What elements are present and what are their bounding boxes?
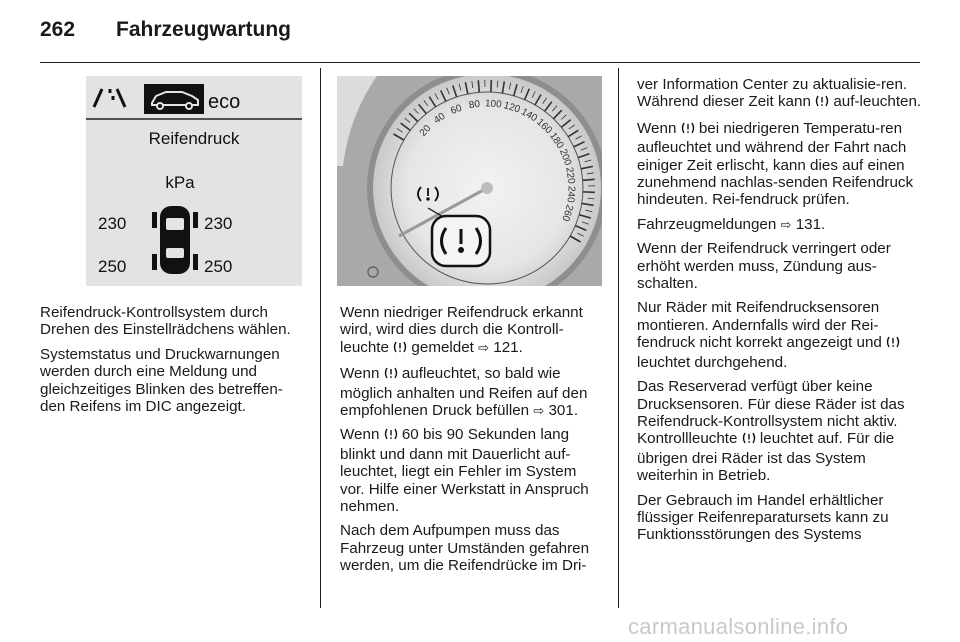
tire-pressure-warning-icon — [384, 366, 398, 384]
pressure-rear-left: 250 — [98, 257, 127, 276]
paragraph: Wenn der Reifendruck verringert oder erhöht werden muss, Zündung aus-schalten. — [637, 240, 891, 293]
tire-pressure-warning-icon — [681, 121, 695, 139]
speed-label: 240 — [564, 185, 577, 203]
speed-label: 20 — [417, 123, 434, 139]
paragraph: Wenn niedriger Reifendruck erkannt wird, wird dies durch die Kontroll-leuchte gemeldet ⇨ 121. — [340, 304, 604, 358]
dic-tire-pressure-figure — [86, 76, 302, 286]
speed-tick — [583, 179, 595, 180]
dic-title: Reifendruck — [148, 129, 240, 148]
car-top-view-icon — [152, 206, 198, 274]
paragraph: Nach dem Aufpumpen muss das Fahrzeug unter Umständen gefahren werden, um die Reifendrücke im Dri- — [340, 522, 590, 575]
tire-pressure-warning-icon — [815, 94, 829, 112]
paragraph: ver Information Center zu aktualisie-ren. Während dieser Zeit kann auf-leuchten. — [637, 76, 927, 113]
speed-label: 260 — [559, 203, 575, 223]
tire-pressure-warning-icon — [886, 335, 900, 353]
speed-label: 100 — [484, 98, 502, 111]
pressure-front-left: 230 — [98, 214, 127, 233]
speed-label: 120 — [502, 100, 522, 116]
pressure-rear-right: 250 — [204, 257, 233, 276]
speed-label: 140 — [518, 106, 539, 125]
dic-display-illustration — [86, 76, 302, 286]
speed-label: 60 — [449, 102, 464, 118]
chapter-title: Fahrzeugwartung — [116, 18, 292, 41]
paragraph: Systemstatus und Druckwarnungen werden durch eine Meldung und gleichzeitiges Blinken des betreffen-den Reifens im DIC angezeigt. — [40, 345, 283, 416]
speed-label: 160 — [534, 116, 554, 137]
tire-pressure-warning-icon — [393, 340, 407, 358]
eco-label: eco — [208, 91, 241, 113]
tire-pressure-warning-icon — [742, 431, 756, 449]
column-divider-2 — [618, 68, 619, 608]
paragraph: Fahrzeugmeldungen ⇨ 131. — [637, 215, 826, 233]
paragraph: Das Reserverad verfügt über keine Drucksensoren. Für diese Räder ist das Reifendruck-Kontrollsystem nicht aktiv. Kontrollleuchte leuchtet auf. Für die übrigen drei Räder ist das System weiterhin in Betrieb. — [637, 378, 905, 485]
speed-label: 80 — [468, 98, 481, 112]
page-reference[interactable]: 301. — [548, 402, 579, 420]
speedometer-figure — [337, 76, 602, 286]
pressure-front-right: 230 — [204, 214, 233, 233]
dic-unit: kPa — [165, 173, 195, 192]
speedometer-illustration — [337, 76, 602, 286]
page-header — [40, 18, 920, 48]
column-divider-1 — [320, 68, 321, 608]
paragraph: Wenn 60 bis 90 Sekunden lang blinkt und dann mit Dauerlicht auf-leuchtet, liegt ein Fehler im System vor. Hilfe einer Werkstatt in Anspruch nehmen. — [340, 426, 589, 516]
speed-label: 180 — [547, 130, 566, 151]
paragraph: Nur Räder mit Reifendrucksensoren montieren. Andernfalls wird der Rei-fendruck nicht korrekt angezeigt und leuchtet durchgehend. — [637, 299, 927, 371]
tire-pressure-warning-icon — [384, 427, 398, 445]
lane-assist-icon — [94, 89, 125, 107]
speed-tick — [478, 80, 479, 92]
page-reference[interactable]: 121. — [493, 338, 523, 356]
speed-label: 200 — [556, 147, 574, 168]
paragraph: Der Gebrauch im Handel erhältlicher flüssiger Reifenreparatursets kann zu Funktionsstörungen des Systems — [637, 491, 889, 544]
header-rule — [40, 62, 920, 63]
watermark: carmanualsonline.info — [628, 614, 849, 639]
reference-arrow-icon: ⇨ — [533, 403, 545, 419]
reference-arrow-icon: ⇨ — [478, 339, 490, 355]
text-column-1 — [40, 304, 304, 422]
page-number: 262 — [40, 18, 76, 41]
paragraph: Wenn aufleuchtet, so bald wie möglich anhalten und Reifen auf den empfohlenen Druck befüllen ⇨ 301. — [340, 365, 588, 420]
text-column-2 — [340, 304, 604, 582]
paragraph: Reifendruck-Kontrollsystem durch Drehen des Einstellrädchens wählen. — [40, 304, 291, 339]
speed-label: 220 — [563, 166, 577, 185]
text-column-3 — [637, 76, 927, 551]
reference-arrow-icon: ⇨ — [780, 216, 792, 232]
paragraph: Wenn bei niedrigeren Temperatu-ren aufleuchtet und während der Fahrt nach einiger Zeit erlischt, kann dies auf einen zunehmend nachlas-senden Reifendruck hindeuten. Rei-fendruck prüfen. — [637, 119, 914, 209]
speed-label: 40 — [432, 111, 448, 127]
page-reference[interactable]: 131. — [795, 215, 826, 233]
